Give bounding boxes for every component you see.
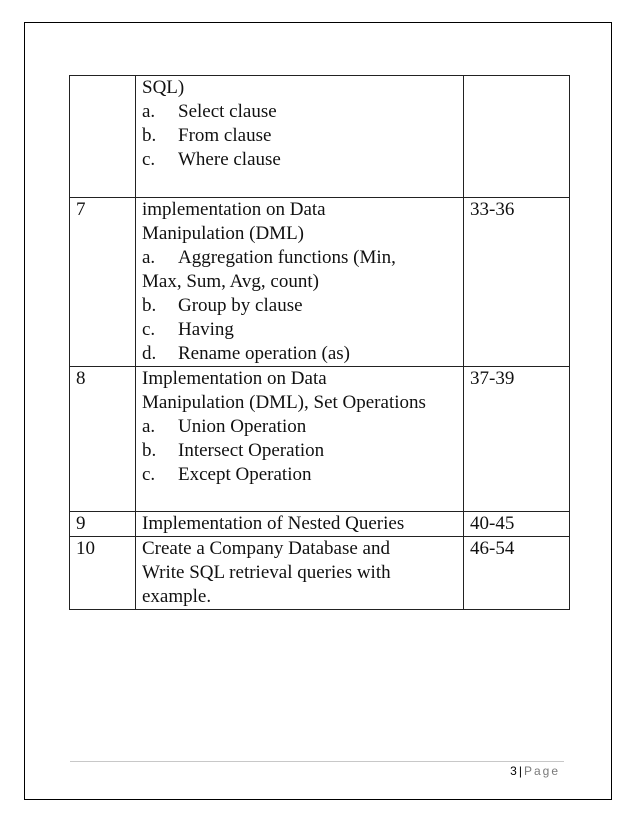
footer-divider	[70, 761, 564, 762]
list-item	[142, 463, 461, 487]
list-marker: c.	[142, 464, 156, 485]
list-marker: a.	[142, 247, 156, 268]
list-item-continuation: Max, Sum, Avg, count)	[142, 271, 319, 292]
row-number	[70, 76, 136, 198]
table-row	[70, 537, 570, 610]
page-number: 3	[510, 764, 517, 778]
list-item	[142, 124, 461, 148]
list-marker: b.	[142, 440, 157, 461]
list-marker: a.	[142, 101, 156, 122]
list-item-text: Select clause	[178, 101, 277, 122]
list-item-text: Having	[178, 319, 234, 340]
row-number: 7	[70, 198, 136, 367]
list-item-text: Where clause	[178, 149, 281, 170]
row-pages	[464, 76, 570, 198]
list-item-text: From clause	[178, 125, 272, 146]
footer-separator: |	[518, 764, 522, 778]
list-marker: c.	[142, 149, 156, 170]
description-line: Implementation on Data	[142, 368, 327, 389]
list-item	[142, 246, 461, 270]
list-marker: b.	[142, 295, 157, 316]
row-number: 10	[70, 537, 136, 610]
row-pages: 40-45	[464, 512, 570, 537]
row-description	[136, 512, 464, 537]
row-number: 8	[70, 367, 136, 512]
list-item	[142, 415, 461, 439]
row-description	[136, 537, 464, 610]
list-item	[142, 294, 461, 318]
row-description	[136, 198, 464, 367]
list-marker: c.	[142, 319, 156, 340]
row-pages: 37-39	[464, 367, 570, 512]
list-item	[142, 318, 461, 342]
description-line: Create a Company Database and	[142, 538, 390, 559]
list-item-text: Intersect Operation	[178, 440, 325, 461]
list-item-text: Except Operation	[178, 464, 312, 485]
list-item-text: Aggregation functions (Min,	[178, 247, 396, 268]
description-line: Write SQL retrieval queries with	[142, 562, 391, 583]
row-pages: 46-54	[464, 537, 570, 610]
description-line: Implementation of Nested Queries	[142, 513, 405, 534]
list-marker: a.	[142, 416, 156, 437]
description-line: SQL)	[142, 77, 185, 98]
table-row	[70, 76, 570, 198]
page-footer	[70, 764, 560, 778]
list-item-text: Rename operation (as)	[178, 343, 350, 364]
list-item-text: Group by clause	[178, 295, 303, 316]
description-line: implementation on Data	[142, 199, 326, 220]
contents-table	[69, 75, 570, 610]
row-description	[136, 367, 464, 512]
description-line: Manipulation (DML)	[142, 223, 305, 244]
table-row	[70, 198, 570, 367]
row-description	[136, 76, 464, 198]
list-item	[142, 439, 461, 463]
list-item	[142, 100, 461, 124]
list-item	[142, 342, 461, 366]
row-number: 9	[70, 512, 136, 537]
description-line: example.	[142, 586, 212, 607]
list-item	[142, 148, 461, 172]
row-pages: 33-36	[464, 198, 570, 367]
list-item-text: Union Operation	[178, 416, 307, 437]
list-marker: d.	[142, 343, 157, 364]
page-label: Page	[523, 764, 560, 778]
list-marker: b.	[142, 125, 157, 146]
table-row	[70, 367, 570, 512]
table-row	[70, 512, 570, 537]
description-line: Manipulation (DML), Set Operations	[142, 392, 426, 413]
